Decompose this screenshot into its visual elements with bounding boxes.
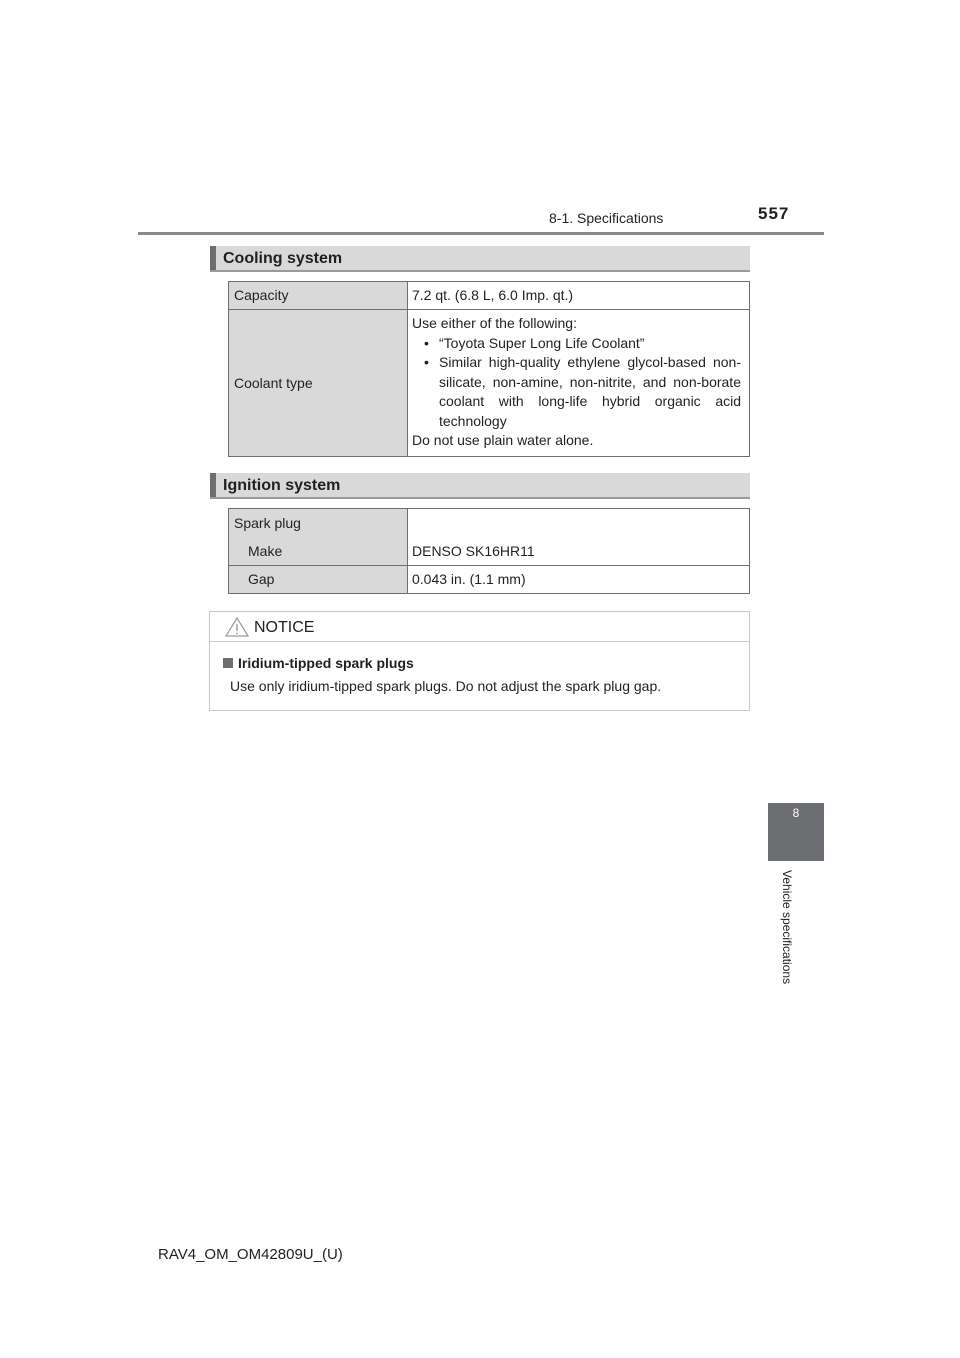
heading-accent-bar bbox=[210, 473, 216, 497]
notice-item-heading bbox=[223, 655, 414, 671]
section-title: Cooling system bbox=[223, 250, 343, 267]
chapter-tab bbox=[768, 803, 824, 861]
ignition-system-heading bbox=[210, 473, 750, 499]
chapter-title: Vehicle specifications bbox=[780, 870, 794, 985]
notice-item-text: Use only iridium-tipped spark plugs. Do not adjust the spark plug gap. bbox=[230, 678, 662, 694]
square-bullet-icon bbox=[223, 658, 233, 668]
spark-plug-label: Spark plug bbox=[234, 515, 301, 531]
section-title: Ignition system bbox=[223, 477, 341, 494]
gap-value: 0.043 in. (1.1 mm) bbox=[412, 571, 526, 587]
chapter-side-label bbox=[780, 870, 794, 1020]
coolant-type-label-cell bbox=[229, 310, 408, 457]
capacity-value: 7.2 qt. (6.8 L, 6.0 Imp. qt.) bbox=[412, 287, 574, 303]
make-value-cell bbox=[408, 509, 750, 566]
page-header bbox=[138, 200, 824, 236]
notice-title: NOTICE bbox=[254, 619, 315, 636]
notice-header bbox=[210, 612, 749, 642]
coolant-type-label: Coolant type bbox=[234, 374, 313, 391]
capacity-label-cell bbox=[229, 282, 408, 310]
gap-value-cell bbox=[408, 566, 750, 594]
capacity-value-cell bbox=[408, 282, 750, 310]
page-number: 557 bbox=[758, 204, 790, 223]
section-reference: 8-1. Specifications bbox=[549, 210, 664, 226]
coolant-type-value-cell bbox=[408, 310, 750, 457]
table-row bbox=[229, 509, 750, 566]
make-label: Make bbox=[248, 543, 283, 559]
coolant-option: • Similar high-quality ethylene glycol-based non-silicate, non-amine, non-nitrite, and non-borate coolant with long-life hybrid organic acid technology bbox=[412, 353, 741, 431]
gap-label-cell bbox=[229, 566, 408, 594]
table-row bbox=[229, 310, 750, 457]
header-rule bbox=[138, 232, 824, 235]
document-code: RAV4_OM_OM42809U_(U) bbox=[158, 1246, 343, 1263]
table-row bbox=[229, 566, 750, 594]
capacity-label: Capacity bbox=[234, 287, 289, 303]
notice-box bbox=[209, 611, 750, 711]
spark-plug-label-cell bbox=[229, 509, 408, 566]
cooling-system-heading bbox=[210, 246, 750, 272]
coolant-option: • “Toyota Super Long Life Coolant” bbox=[412, 334, 741, 354]
coolant-note: Do not use plain water alone. bbox=[412, 432, 594, 448]
make-value: DENSO SK16HR11 bbox=[412, 543, 535, 559]
table-row bbox=[229, 282, 750, 310]
gap-label: Gap bbox=[248, 571, 275, 587]
warning-triangle-icon bbox=[225, 617, 249, 637]
cooling-spec-table bbox=[228, 281, 750, 457]
heading-accent-bar bbox=[210, 246, 216, 270]
notice-item-title: Iridium-tipped spark plugs bbox=[238, 655, 414, 671]
ignition-spec-table bbox=[228, 508, 750, 594]
chapter-number: 8 bbox=[792, 806, 800, 820]
coolant-intro: Use either of the following: bbox=[412, 315, 577, 331]
